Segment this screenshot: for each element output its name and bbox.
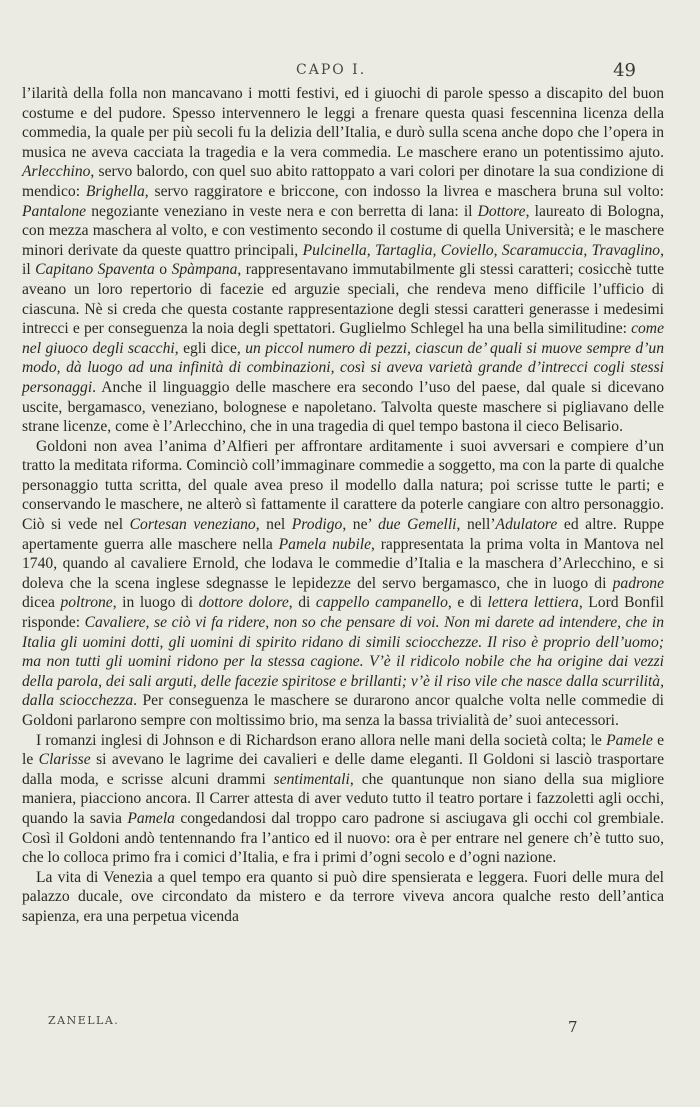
text-run: , ne’ [342, 516, 379, 534]
text-run: I romanzi inglesi di Johnson e di Richardson erano allora nelle mani della società colta; le [36, 731, 607, 749]
italic-run: Clarisse [38, 751, 91, 769]
italic-run: due Gemelli [378, 516, 457, 534]
italic-run: lettera lettiera [487, 594, 579, 612]
text-run: l’ilarità della folla non mancavano i motti festivi, ed i giuochi di parole spesso a discapito del buon costume e del pudore. Spesso intervennero le leggi a frenare questa quasi fescennina licenza della commedia, la quale per più secoli fu la delizia dell’Italia, e durò sulla scena anche dopo che l’opera in musica ne aveva cacciata la tragedia e la vera commedia. Le maschere erano un potentissimo ajuto. [22, 85, 664, 161]
italic-run: Brighella [85, 182, 145, 200]
italic-run: Pamela nubile [278, 535, 372, 553]
text-run: o [154, 261, 172, 279]
text-run: , Lord Bonfil risponde: [22, 594, 664, 632]
text-run: e le [22, 731, 664, 769]
page-footer [0, 1014, 700, 1044]
text-run: , rappresentavano immutabilmente gli stessi caratteri; cosicchè tutte aveano un loro repertorio di facezie ed arguzie speciali, che rendeva meno difficile l’ufficio di ciascuna. Nè si creda che questa costante rappresentazione degli stessi caratteri generasse i medesimi intrecci e per conseguenza la noia degli spettatori. Guglielmo Schlegel ha una bella similitudine: [22, 261, 664, 338]
sheet-number: 7 [568, 1018, 578, 1036]
italic-run: Pamela [127, 809, 175, 827]
italic-run: Prodigo [291, 516, 343, 534]
paragraph [22, 731, 664, 868]
italic-run: Cavaliere, se ciò vi fa ridere, non so che pensare di voi. Non mi darete ad intendere, che in Italia gli uomini dotti, gli uomini di spirito ridano di simili sciocchezze. Il riso è proprio dell’uomo; ma non tutti gli uomini ridono per la stessa cagione. V’è il ridicolo nobile che ha origine dai vezzi della parola, dei sali arguti, delle facezie spiritose e brillanti; v’è il riso vile che nasce dalla scurrilità, dalla sciocchezza [22, 614, 664, 710]
italic-run: un piccol numero di pezzi, ciascun de’ quali si muove sempre d’un modo, dà luogo ad una infinità di combinazioni, così si aveva varietà grande d’intrecci cogli stessi personaggi [22, 339, 664, 396]
text-run: . Per conseguenza le maschere se durarono ancor qualche volta nelle commedie di Goldoni parlarono sempre con moltissimo brio, ma senza la bassa trivialità de’ suoi antecessori. [22, 692, 664, 729]
italic-run: Capitano Spaventa [35, 261, 155, 279]
paragraph [22, 84, 664, 437]
text-run: congedandosi dal troppo caro padrone si asciugava gli occhi col grembiale. Così il Goldoni andò tentennando fra l’antico ed il nuovo: ora è per entrare nel genere ch’è tutto suo, che lo colloca primo fra i comici d’Italia, e fra i primi d’ogni secolo e d’ogni nazione. [22, 809, 664, 867]
text-run: , nel [255, 516, 292, 534]
text-run: La vita di Venezia a quel tempo era quanto si può dire spensierata e leggera. Fuori delle mura del palazzo ducale, ove circondato da mistero e da terrore viveva ancora qualche resto dell’antica sapienza, era una perpetua vicenda [22, 868, 664, 925]
italic-run: cappello campanello [315, 594, 448, 612]
text-run: . Anche il linguaggio delle maschere era secondo l’uso del paese, dal quale si dicevano uscite, bergamasco, veneziano, bolognese e napoletano. Talvolta queste maschere si pigliavano delle strane licenze, come è l’Arlecchino, che in una tragedia di quel tempo bastona il cieco Belisario. [22, 378, 664, 436]
text-run: ed altre. Ruppe apertamente guerra alle maschere nella [22, 516, 665, 553]
text-run: , e di [447, 594, 488, 612]
italic-run: Cortesan veneziano [129, 516, 256, 534]
italic-run: sentimentali [273, 770, 350, 788]
text-run: Goldoni non avea l’anima d’Alfieri per affrontare arditamente i suoi avversari e compiere d’un tratto la meditata riforma. Cominciò coll’immaginare commedie a soggetto, ma con la parte di qualche personaggio tutta scritta, del quale avea preso il modello dalla natura; poi scrisse tutte le parti; e conservando le maschere, ne alterò sì fattamente il carattere da poterle cangiare con altro personaggio. Ciò si vede nel [22, 437, 664, 534]
italic-run: Pamele [606, 731, 653, 749]
text-run: , il [22, 241, 664, 279]
text-run: , servo raggiratore e briccone, con indosso la livrea e maschera bruna sul volto: [144, 182, 664, 200]
italic-run: Spàmpana [171, 261, 238, 279]
text-run: , servo balordo, con quel suo abito rattoppato a vari colori per dinotare la sua condizione di mendico: [22, 163, 664, 200]
italic-run: Pulcinella, Tartaglia, Coviello, Scaramuccia, Travaglino [302, 241, 661, 259]
italic-run: Pantalone [22, 202, 87, 220]
text-run: , laureato di Bologna, con mezza maschera al volto, e con vestimento secondo il costume di quella Università; e le maschere minori derivate da queste quattro principali, [22, 202, 664, 259]
page-number: 49 [613, 60, 636, 81]
body-text [22, 84, 664, 927]
paragraph [22, 868, 664, 927]
text-run: si avevano le lagrime dei cavalieri e delle dame eleganti. Il Goldoni si lasciò trasportare dalla moda, e scrisse alcuni drammi [22, 751, 665, 788]
italic-run: poltrone [60, 594, 113, 612]
italic-run: Arlecchino [22, 163, 91, 181]
text-run: , in luogo di [112, 594, 199, 612]
printer-signature: ZANELLA. [48, 1014, 120, 1027]
italic-run: padrone [612, 574, 664, 592]
italic-run: Dottore [477, 202, 526, 220]
text-run: , rappresentata la prima volta in Mantova nel 1740, quando al cavaliere Ernold, che lodava le commedie d’Italia e la maschera d’Arlecchino, e si doleva che la scena inglese sdegnasse le lepidezze del servo bergamasco, che in luogo di [22, 535, 664, 592]
text-run: , di [288, 594, 316, 612]
text-run: , che quantunque non siano della sua migliore maniera, piacciono ancora. Il Carrer attesta di aver veduto tutto il teatro portare i fazzoletti agli occhi, quando la savia [22, 770, 664, 827]
italic-run: dottore dolore [198, 594, 289, 612]
text-run: negoziante veneziano in veste nera e con berretta di lana: il [86, 202, 478, 220]
italic-run: come nel giuoco degli scacchi [22, 320, 664, 357]
running-title: CAPO I. [296, 62, 367, 78]
text-run: dicea [22, 594, 61, 612]
paragraph [22, 437, 664, 731]
italic-run: Adulatore [495, 516, 558, 534]
page-header [0, 62, 700, 84]
text-run: , nell’ [456, 516, 496, 534]
text-run: , egli dice, [174, 339, 246, 357]
